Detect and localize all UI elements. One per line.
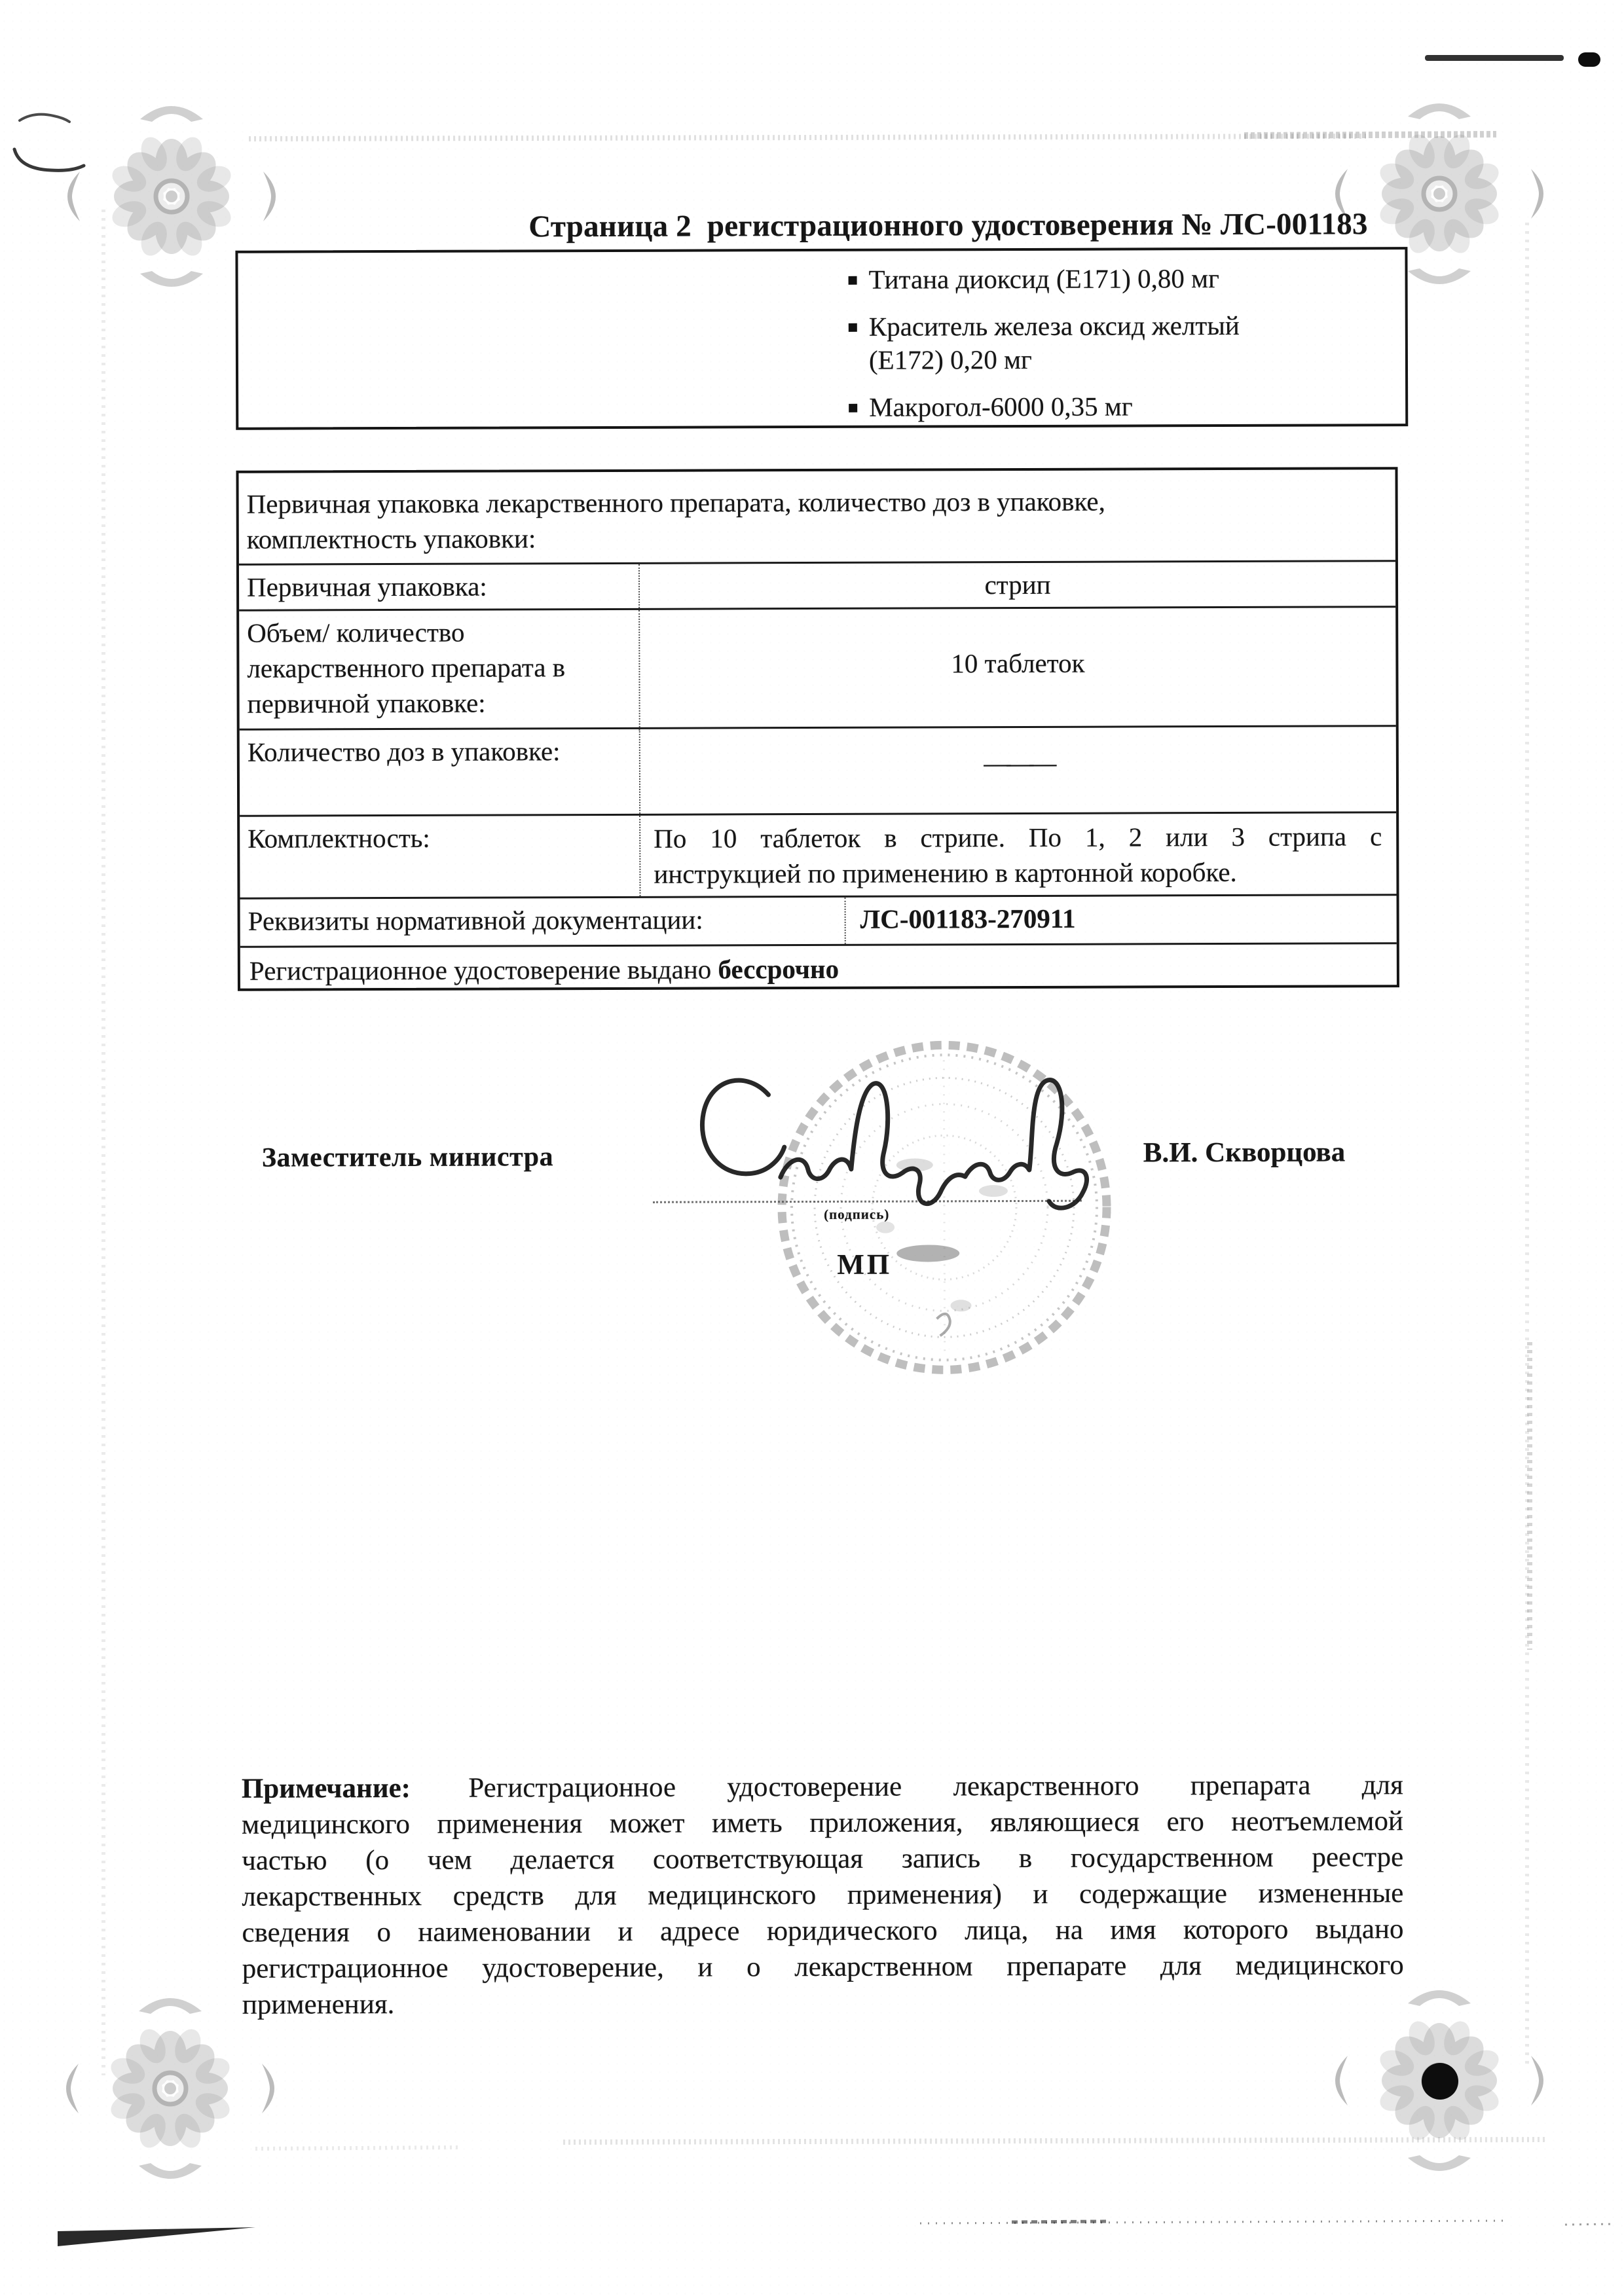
row-label-volume: Объем/ количество лекарственного препарата в первичной упаковке:: [247, 617, 566, 719]
packaging-table: [236, 467, 1399, 991]
table-row: [239, 560, 1395, 610]
excipients-box: [235, 247, 1408, 430]
table-row: [240, 811, 1396, 898]
excipient-item: [848, 261, 1393, 297]
table-row: [240, 725, 1396, 815]
row-label-doses: Количество доз в упаковке:: [240, 729, 640, 815]
row-label-completeness: Комплектность:: [240, 816, 640, 898]
seal-abbreviation: МП: [837, 1248, 893, 1281]
row-value-requisites: ЛС-001183-270911: [860, 903, 1076, 934]
note-line: частью (о чем делается соответствующая запись в государственном реестре: [242, 1842, 1404, 1876]
signer-name: В.И. Скворцова: [1143, 1137, 1346, 1169]
note-line: Примечание: Регистрационное удостоверение лекарственного препарата для: [241, 1770, 1403, 1804]
row-value-completeness-line: инструкцией по применению в картонной коробке.: [654, 856, 1237, 889]
row-value-doses: ———: [984, 747, 1053, 778]
page-title: Страница 2 регистрационного удостоверения № ЛС-001183: [528, 207, 1368, 244]
official-title: Заместитель министра: [261, 1142, 554, 1173]
signature-ink: [649, 1040, 1121, 1245]
issued-text: Регистрационное удостоверение выдано: [249, 954, 712, 986]
note-paragraph: [242, 1767, 1404, 2023]
excipient-item: [849, 389, 1393, 424]
note-line: сведения о наименовании и адресе юридического лица, на имя которого выдано: [242, 1914, 1404, 1948]
note-line: медицинского применения может иметь приложения, являющиеся его неотъемлемой: [241, 1806, 1404, 1840]
excipient-text: Макрогол-6000 0,35 мг: [869, 391, 1133, 422]
note-label: Примечание:: [241, 1772, 411, 1804]
excipient-text: (Е172) 0,20 мг: [868, 344, 1032, 375]
table-header-line: комплектность упаковки:: [246, 523, 536, 555]
table-row: [240, 894, 1397, 946]
bullet-square-icon: [849, 404, 857, 412]
bullet-square-icon: [849, 276, 857, 285]
excipient-text: Краситель железа оксид желтый: [868, 310, 1240, 342]
row-value-primary-packaging: стрип: [984, 569, 1051, 600]
excipient-item: [849, 308, 1393, 377]
bullet-square-icon: [849, 323, 857, 332]
excipient-text: Титана диоксид (Е171) 0,80 мг: [868, 263, 1219, 295]
table-row: [239, 606, 1396, 729]
stamp-smudge: [896, 1245, 959, 1262]
table-row-issued: [240, 942, 1397, 989]
row-value-volume: 10 таблеток: [951, 647, 1085, 679]
note-line: регистрационное удостоверение, и о лекарственном препарате для медицинского: [242, 1950, 1404, 1984]
table-header-line: Первичная упаковка лекарственного препарата, количество доз в упаковке,: [246, 486, 1105, 519]
issued-term: бессрочно: [718, 953, 840, 985]
row-label-primary-packaging: Первичная упаковка:: [239, 564, 640, 610]
row-label-requisites: Реквизиты нормативной документации:: [240, 898, 846, 946]
note-line: применения.: [242, 1989, 395, 2020]
signature-caption: (подпись): [824, 1206, 890, 1222]
note-line: лекарственных средств для медицинского применения) и содержащие измененные: [242, 1878, 1404, 1912]
row-value-completeness-line: По 10 таблеток в стрипе. По 1, 2 или 3 стрипа с: [654, 821, 1382, 854]
table-header: [238, 469, 1395, 564]
